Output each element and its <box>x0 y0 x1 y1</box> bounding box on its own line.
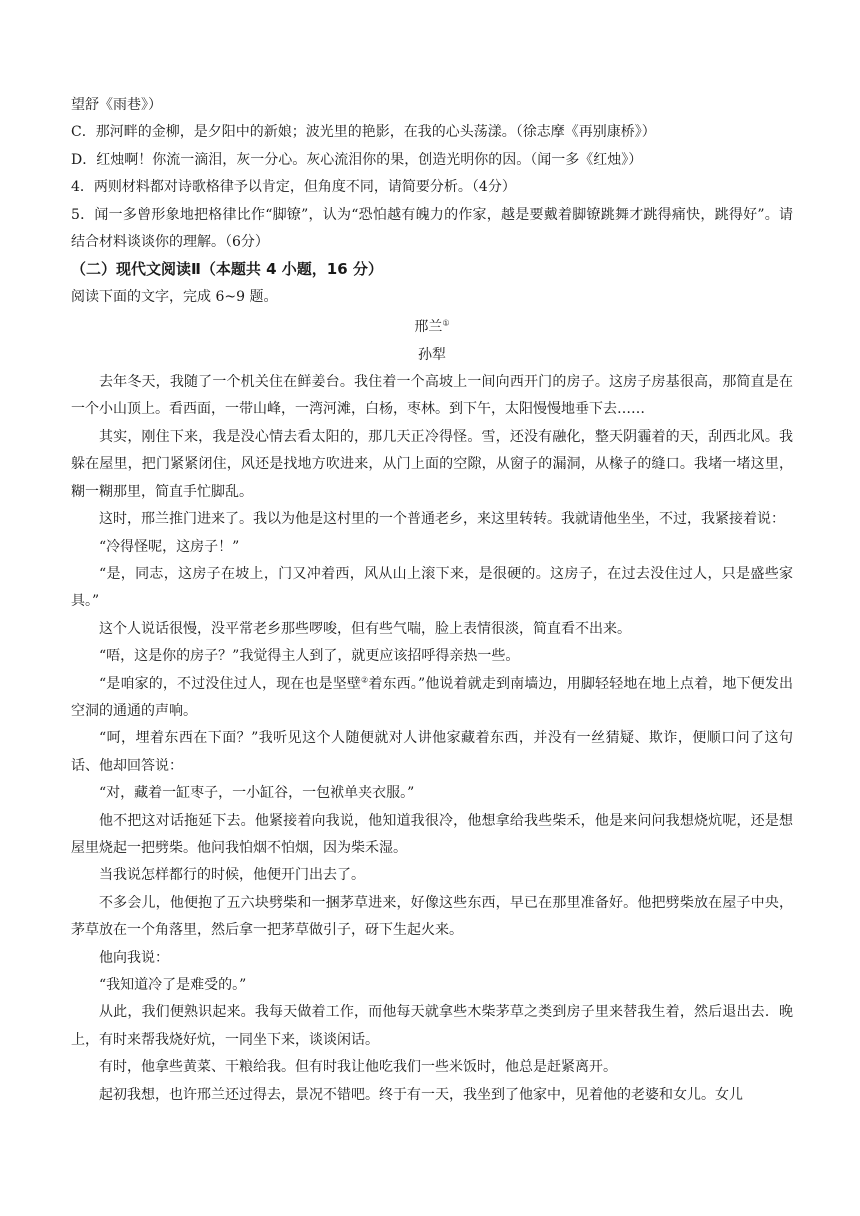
dialogue-line: “呵，埋着东西在下面？”我听见这个人随便就对人讲他家藏着东西，并没有一丝猜疑、欺诈，便顺口问了这句话、他却回答说： <box>71 730 793 774</box>
option-d: D．红烛啊！你流一滴泪，灰一分心。灰心流泪你的果，创造光明你的因。（闻一多《红烛》） <box>71 151 643 168</box>
question-4: 4．两则材料都对诗歌格律予以肯定，但角度不同，请简要分析。（4分） <box>71 179 516 196</box>
dialogue-line: “唔，这是你的房子？”我觉得主人到了，就更应该招呼得亲热一些。 <box>99 648 520 665</box>
paragraph: 他不把这对话拖延下去。他紧接着向我说，他知道我很冷，他想拿给我些柴禾，他是来问问我想烧炕呢，还是想屋里烧起一把劈柴。他问我怕烟不怕烟，因为柴禾湿。 <box>71 812 793 856</box>
dialogue-text: 着东西。”他说着就走到南墙边，用脚轻轻地在地上点着，地下便发出空洞的通通的声响。 <box>71 675 794 719</box>
article-title <box>71 314 793 341</box>
question-5: 5．闻一多曾形象地把格律比作“脚镣”，认为“恐怕越有魄力的作家，越是要戴着脚镣跳舞才跳得痛快，跳得好”。请结合材料谈谈你的理解。（6分） <box>71 206 793 251</box>
dialogue-line: “冷得怪呢，这房子！” <box>99 538 240 555</box>
article-author: 孙犁 <box>418 346 446 363</box>
paragraph: 这时，邢兰推门进来了。我以为他是这村里的一个普通老乡，来这里转转。我就请他坐坐，不过，我紧接着说： <box>99 511 785 528</box>
dialogue-line <box>71 671 793 726</box>
paragraph: 其实，刚住下来，我是没心情去看太阳的，那几天正冷得怪。雪，还没有融化，整天阴霾着的天，刮西北风。我躲在屋里，把门紧紧闭住，风还是找地方吹进来，从门上面的空隙，从窗子的漏洞，从椽子的缝口。我堵一堵这里，糊一糊那里，简直手忙脚乱。 <box>71 428 793 500</box>
paragraph: 他向我说： <box>99 949 169 966</box>
title-footnote-marker: ① <box>442 318 450 328</box>
dialogue-line: “我知道冷了是难受的。” <box>99 977 247 993</box>
paragraph: 起初我想，也许邢兰还过得去，景况不错吧。终于有一天，我坐到了他家中，见着他的老婆和女儿。女儿 <box>99 1086 743 1103</box>
paragraph: 这个人说话很慢，没平常老乡那些啰唆，但有些气喘，脸上表情很淡，简直看不出来。 <box>99 620 631 637</box>
option-c: C．那河畔的金柳，是夕阳中的新娘；波光里的艳影，在我的心头荡漾。（徐志摩《再别康桥》） <box>71 124 656 141</box>
section-heading: （二）现代文阅读Ⅱ（本题共 4 小题，16 分） <box>71 260 383 279</box>
option-tail-line: 望舒《雨巷》） <box>71 97 162 113</box>
dialogue-text: “是咱家的，不过没住过人，现在也是坚壁 <box>99 675 362 692</box>
document-page <box>71 92 793 1109</box>
dialogue-line: “是，同志，这房子在坡上，门又冲着西，风从山上滚下来，是很硬的。这房子，在过去没住过人，只是盛些家具。” <box>71 565 793 610</box>
dialogue-line: “对，藏着一缸枣子，一小缸谷，一包袱单夹衣服。” <box>99 785 415 802</box>
article-title-text: 邢兰 <box>414 319 443 336</box>
footnote-marker: ② <box>361 674 369 684</box>
paragraph: 当我说怎样都行的时候，他便开门出去了。 <box>99 867 365 884</box>
paragraph: 从此，我们便熟识起来。我每天做着工作，而他每天就拿些木柴茅草之类到房子里来替我生着，然后退出去．晚上，有时来帮我烧好炕，一同坐下来，谈谈闲话。 <box>71 1004 793 1048</box>
paragraph: 有时，他拿些黄菜、干粮给我。但有时我让他吃我们一些米饭时，他总是赶紧离开。 <box>99 1059 617 1076</box>
reading-instruction: 阅读下面的文字，完成 6~9 题。 <box>71 288 278 305</box>
paragraph: 去年冬天，我随了一个机关住在鲜姜台。我住着一个高坡上一间向西开门的房子。这房子房基很高，那简直是在一个小山顶上。看西面，一带山峰，一湾河滩，白杨，枣林。到下午，太阳慢慢地垂下去…… <box>71 374 793 418</box>
paragraph: 不多会儿，他便抱了五六块劈柴和一捆茅草进来，好像这些东西，早已在那里准备好。他把劈柴放在屋子中央，茅草放在一个角落里，然后拿一把茅草做引子，砑下生起火来。 <box>71 894 793 939</box>
